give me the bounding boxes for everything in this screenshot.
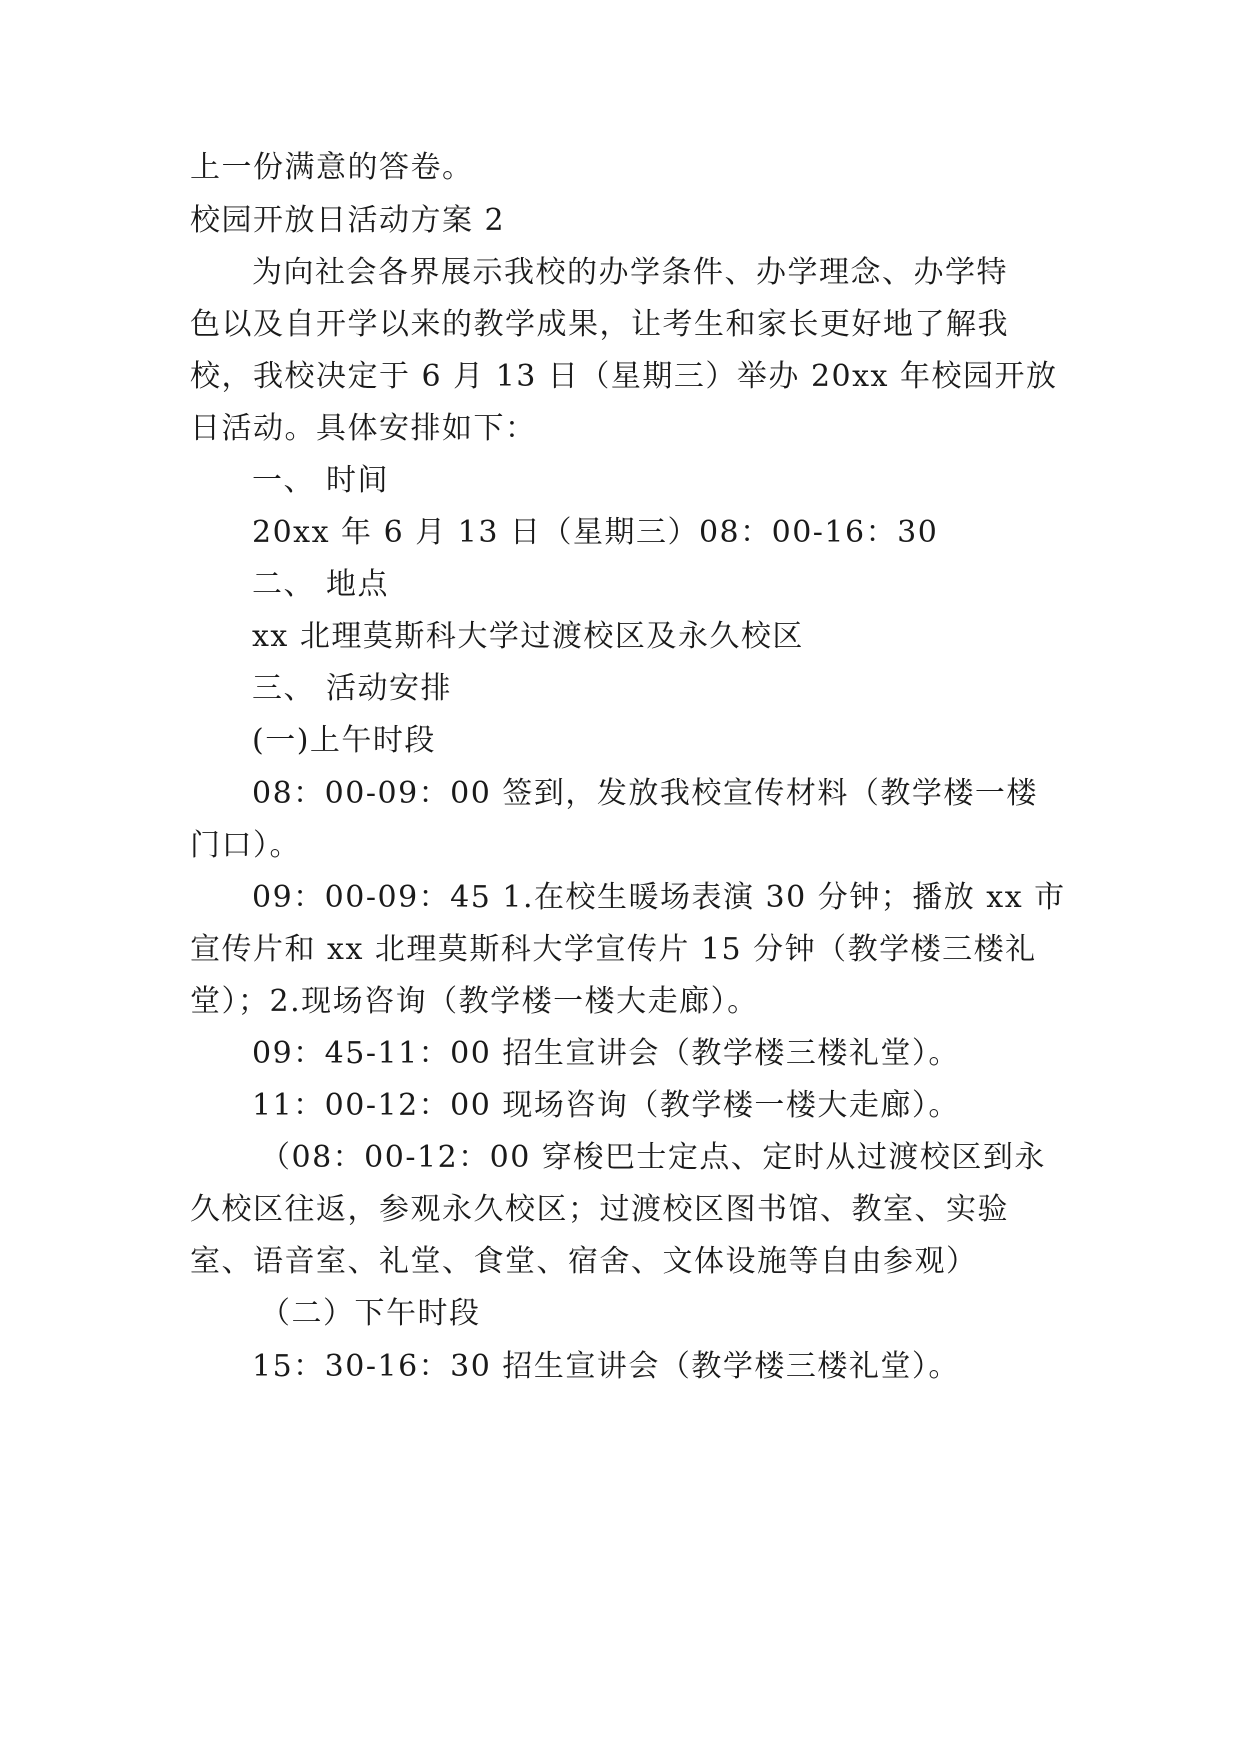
text-line: 08：00-09：00 签到，发放我校宣传材料（教学楼一楼 [252,776,1038,811]
subheading-location: 二、 地点 [252,567,390,602]
text-line: 色以及自开学以来的教学成果，让考生和家长更好地了解我 [190,307,1009,342]
subheading-afternoon: （二）下午时段 [260,1296,481,1331]
text-line: 堂）；2.现场咨询（教学楼一楼大走廊）。 [190,984,759,1019]
subheading-schedule: 三、 活动安排 [252,671,453,706]
text-line: 为向社会各界展示我校的办学条件、办学理念、办学特 [252,255,1008,290]
text-line: 20xx 年 6 月 13 日（星期三）08：00-16：30 [252,515,939,550]
text-line: 15：30-16：30 招生宣讲会（教学楼三楼礼堂）。 [252,1349,960,1384]
text-line: （08：00-12：00 穿梭巴士定点、定时从过渡校区到永 [260,1140,1046,1175]
text-line: 上一份满意的答卷。 [190,150,474,185]
subheading-time: 一、 时间 [252,463,390,498]
text-line: 09：00-09：45 1.在校生暖场表演 30 分钟；播放 xx 市 [252,880,1066,915]
text-line: 久校区往返，参观永久校区；过渡校区图书馆、教室、实验 [190,1192,1009,1227]
text-line: xx 北理莫斯科大学过渡校区及永久校区 [252,619,804,654]
text-line: 09：45-11：00 招生宣讲会（教学楼三楼礼堂）。 [252,1036,960,1071]
text-line: 日活动。具体安排如下： [190,411,537,446]
text-line: 门口）。 [190,828,301,863]
text-line: 宣传片和 xx 北理莫斯科大学宣传片 15 分钟（教学楼三楼礼 [190,932,1037,967]
section-heading: 校园开放日活动方案 2 [190,203,506,238]
text-line: 室、语音室、礼堂、食堂、宿舍、文体设施等自由参观） [190,1244,978,1279]
subheading-morning: (一)上午时段 [252,723,436,758]
text-line: 校，我校决定于 6 月 13 日（星期三）举办 20xx 年校园开放 [190,359,1058,394]
text-line: 11：00-12：00 现场咨询（教学楼一楼大走廊）。 [252,1088,960,1123]
